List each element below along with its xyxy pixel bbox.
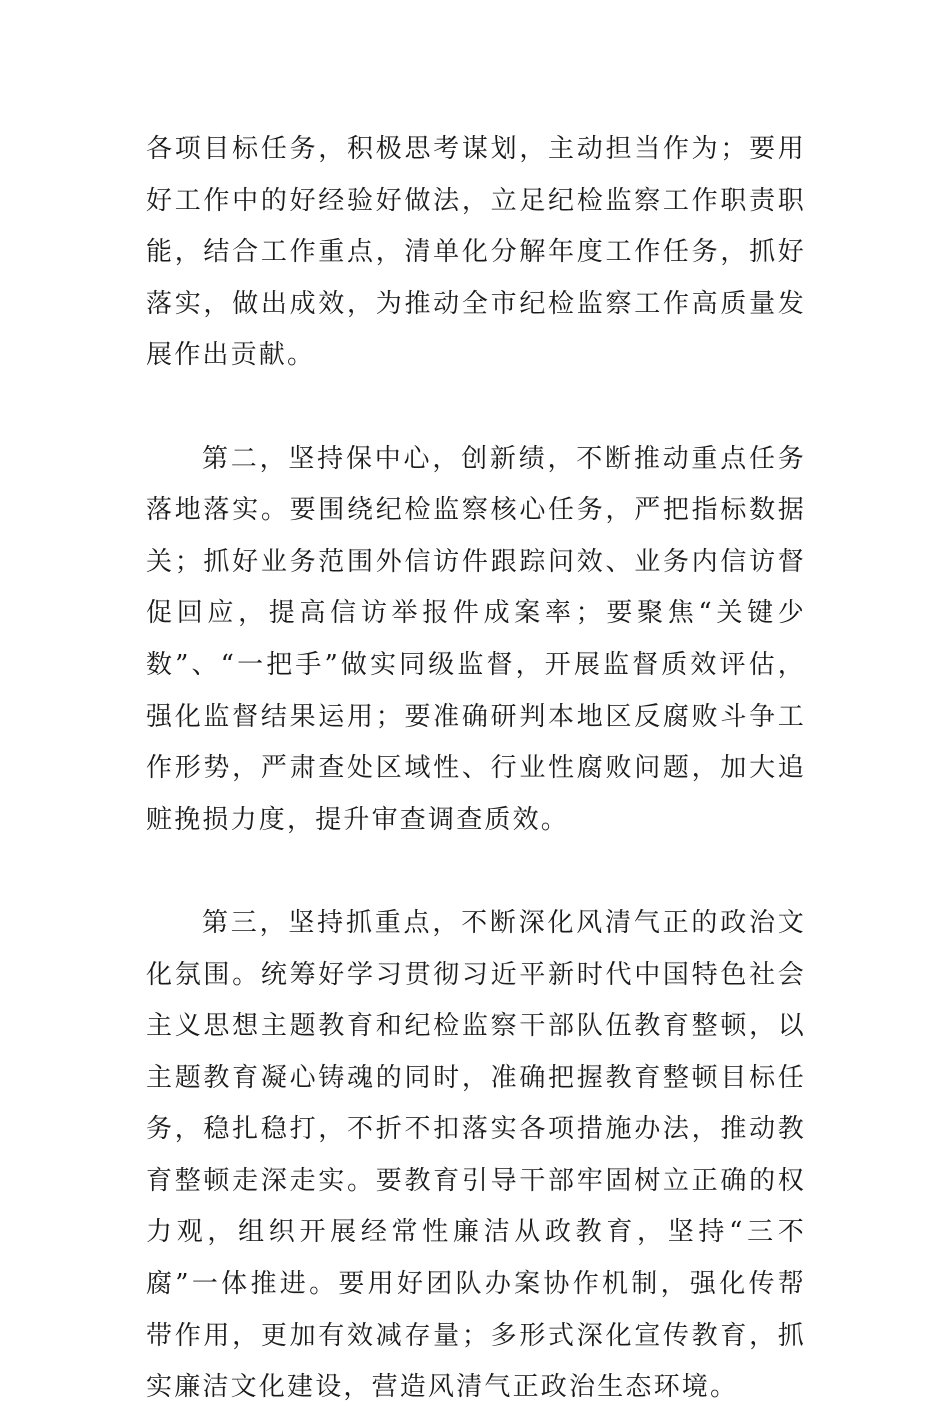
paragraph-second-point: 第二，坚持保中心，创新绩，不断推动重点任务落地落实。要围绕纪检监察核心任务，严把指标数据关；抓好业务范围外信访件跟踪问效、业务内信访督促回应，提高信访举报件成案率；要聚焦“关键少数”、“一把手”做实同级监督，开展监督质效评估，强化监督结果运用；要准确研判本地区反腐败斗争工作形势，严肃查处区域性、行业性腐败问题，加大追赃挽损力度，提升审查调查质效。 — [146, 443, 806, 835]
document-body — [146, 124, 806, 1414]
paragraph-continuation: 各项目标任务，积极思考谋划，主动担当作为；要用好工作中的好经验好做法，立足纪检监察工作职责职能，结合工作重点，清单化分解年度工作任务，抓好落实，做出成效，为推动全市纪检监察工作高质量发展作出贡献。 — [146, 134, 806, 371]
paragraph-gap — [146, 846, 806, 898]
paragraph-third-point: 第三，坚持抓重点，不断深化风清气正的政治文化氛围。统筹好学习贯彻习近平新时代中国特色社会主义思想主题教育和纪检监察干部队伍教育整顿，以主题教育凝心铸魂的同时，准确把握教育整顿目标任务，稳扎稳打，不折不扣落实各项措施办法，推动教育整顿走深走实。要教育引导干部牢固树立正确的权力观，组织开展经常性廉洁从政教育，坚持“三不腐”一体推进。要用好团队办案协作机制，强化传帮带作用，更加有效减存量；多形式深化宣传教育，抓实廉洁文化建设，营造风清气正政治生态环境。 — [146, 907, 806, 1403]
paragraph-gap — [146, 382, 806, 434]
